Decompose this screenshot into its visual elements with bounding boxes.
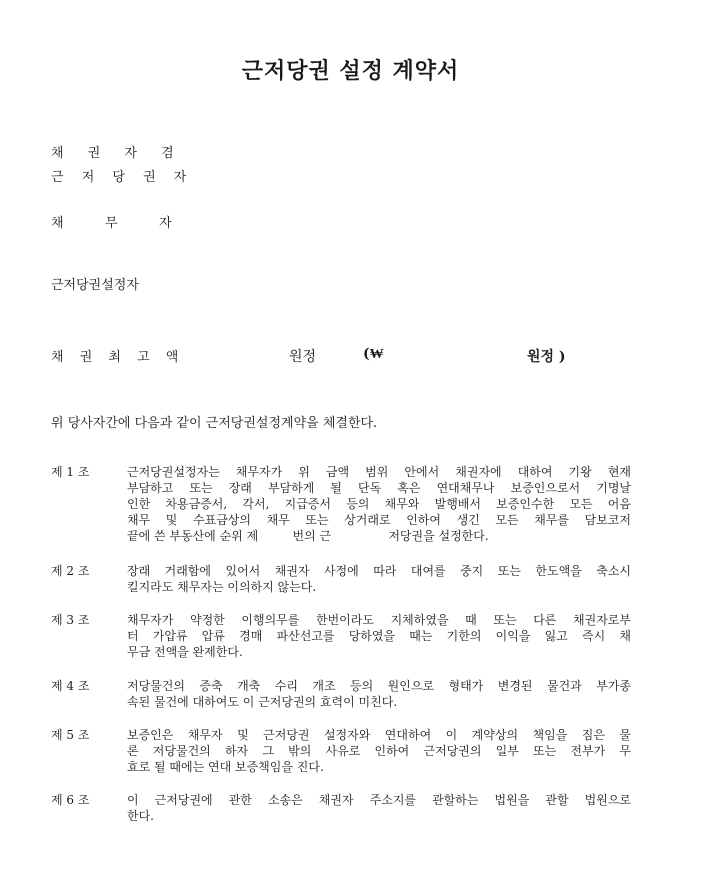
intro-sentence: 위 당사자간에 다음과 같이 근저당권설정계약을 체결한다. bbox=[51, 416, 378, 431]
article-number: 제 2 조 bbox=[51, 564, 90, 578]
article-line: 무금 전액을 완제한다. bbox=[127, 645, 243, 659]
article-line: 부담하고 또는 장래 부담하게 될 단독 혹은 연대채무나 보증인으로서 기명날 bbox=[127, 481, 631, 495]
mortgagor-label: 근저당권설정자 bbox=[51, 278, 139, 293]
article-line: 장래 거래함에 있어서 채권자 사정에 따라 대여를 중지 또는 한도액을 축소시 bbox=[127, 564, 631, 578]
article-line: 터 가압류 압류 경매 파산선고를 당하였을 때는 기한의 이익을 잃고 즉시 채 bbox=[127, 629, 631, 643]
article-line: 보증인은 채무자 및 근저당권 설정자와 연대하여 이 계약상의 책임을 짐은 물 bbox=[127, 728, 631, 742]
article-line: 저당물건의 증축 개축 수리 개조 등의 원인으로 형태가 변경된 물건과 부가종 bbox=[127, 679, 631, 693]
document-title: 근저당권 설정 계약서 bbox=[241, 59, 460, 84]
article-number: 제 1 조 bbox=[51, 465, 90, 479]
article-line: 한다. bbox=[127, 809, 154, 823]
creditor-label-line1: 채 권 자 겸 bbox=[51, 146, 184, 161]
creditor-label-line2: 근 저 당 권 자 bbox=[51, 170, 194, 185]
debtor-label: 채 무 자 bbox=[51, 216, 177, 231]
max-amount-label: 채 권 최 고 액 bbox=[51, 350, 185, 365]
article-line: 이 근저당권에 관한 소송은 채권자 주소지를 관할하는 법원을 관할 법원으로 bbox=[127, 793, 631, 807]
article-body bbox=[127, 563, 631, 595]
max-amount-won-text: 원정 bbox=[289, 349, 317, 365]
article-line: 채무 및 수표금상의 채무 또는 상거래로 인하여 생긴 모든 채무를 담보코저 bbox=[127, 513, 631, 527]
article-number: 제 4 조 bbox=[51, 679, 90, 693]
article-body bbox=[127, 792, 631, 824]
max-amount-row bbox=[51, 346, 651, 366]
max-amount-won-close: 원정 ) bbox=[527, 349, 566, 365]
article-line: 근저당권설정자는 채무자가 위 금액 범위 안에서 채권자에 대하여 기왕 현재 bbox=[127, 465, 631, 479]
article-line: 인한 차용금증서, 각서, 지급증서 등의 채무와 발행배서 보증인수한 모든 어음 bbox=[127, 497, 631, 511]
article-number: 제 6 조 bbox=[51, 793, 90, 807]
article-line: 효로 될 때에는 연대 보증책임을 진다. bbox=[127, 760, 324, 774]
article-body bbox=[127, 612, 631, 660]
article-line: 끝에 쓴 부동산에 순위 제 번의 근 저당권을 설정한다. bbox=[127, 529, 489, 543]
article-number: 제 5 조 bbox=[51, 728, 90, 742]
article-number: 제 3 조 bbox=[51, 613, 90, 627]
article-line: 킬지라도 채무자는 이의하지 않는다. bbox=[127, 580, 317, 594]
article-body bbox=[127, 727, 631, 775]
article-line: 채무자가 약정한 이행의무를 한번이라도 지체하였을 때 또는 다른 채권자로부 bbox=[127, 613, 631, 627]
article-line: 속된 물건에 대하여도 이 근저당권의 효력이 미친다. bbox=[127, 695, 398, 709]
article-body bbox=[127, 678, 631, 710]
max-amount-paren-open: (₩ bbox=[363, 346, 384, 362]
article-line: 론 저당물건의 하자 그 밖의 사유로 인하여 근저당권의 일부 또는 전부가 무 bbox=[127, 744, 631, 758]
article-body bbox=[127, 464, 631, 544]
